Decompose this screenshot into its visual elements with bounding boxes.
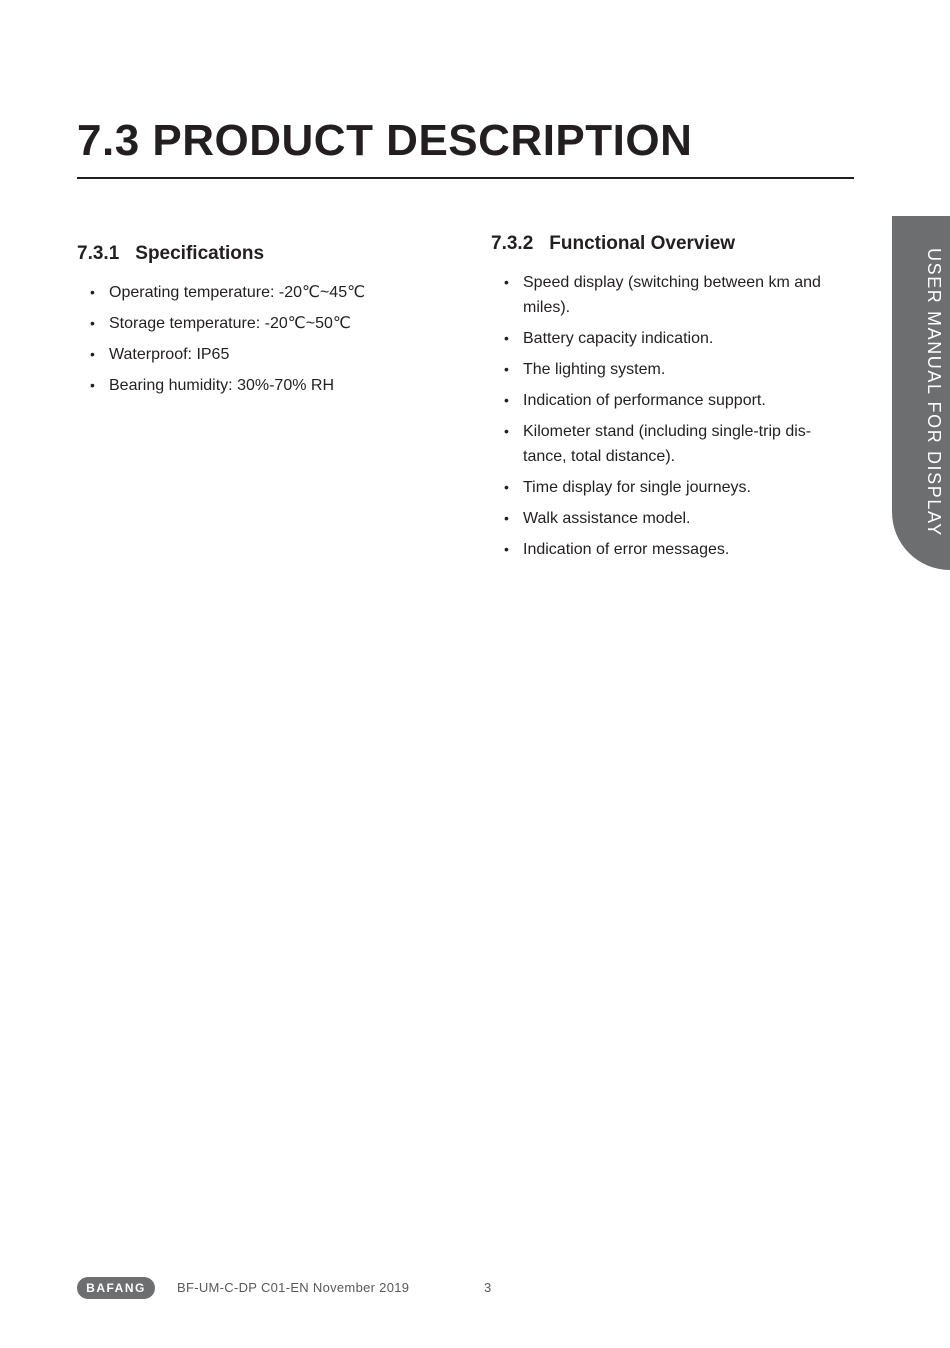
side-tab-label: USER MANUAL FOR DISPLAY bbox=[924, 248, 944, 537]
bullet-icon: • bbox=[504, 274, 509, 290]
bullet-icon: • bbox=[504, 330, 509, 346]
bafang-logo: BAFANG bbox=[77, 1277, 155, 1299]
specifications-section bbox=[77, 243, 457, 404]
list-item bbox=[491, 388, 851, 413]
functional-overview-number: 7.3.2 bbox=[491, 233, 534, 254]
list-item-text: Storage temperature: -20℃~50℃ bbox=[109, 315, 351, 332]
list-item bbox=[491, 326, 851, 351]
list-item-text: Operating temperature: -20℃~45℃ bbox=[109, 284, 366, 301]
functional-overview-section bbox=[491, 233, 851, 568]
list-item-text: Waterproof: IP65 bbox=[109, 346, 230, 363]
list-item-text: Walk assistance model. bbox=[523, 510, 691, 527]
functional-overview-heading bbox=[491, 233, 851, 255]
specifications-list bbox=[77, 280, 457, 398]
bullet-icon: • bbox=[504, 423, 509, 439]
list-item-text: Battery capacity indication. bbox=[523, 330, 714, 347]
list-item bbox=[491, 357, 851, 382]
list-item-text: Indication of error messages. bbox=[523, 541, 730, 558]
list-item bbox=[491, 537, 851, 562]
document-info: BF-UM-C-DP C01-EN November 2019 bbox=[177, 1280, 410, 1295]
bullet-icon: • bbox=[90, 284, 95, 300]
bullet-icon: • bbox=[504, 541, 509, 557]
bullet-icon: • bbox=[504, 392, 509, 408]
page-number: 3 bbox=[484, 1280, 492, 1295]
bullet-icon: • bbox=[90, 377, 95, 393]
list-item bbox=[491, 270, 851, 320]
specifications-heading bbox=[77, 243, 457, 265]
list-item-text: The lighting system. bbox=[523, 361, 666, 378]
bullet-icon: • bbox=[504, 479, 509, 495]
functional-overview-title: Functional Overview bbox=[549, 233, 736, 254]
list-item bbox=[77, 373, 457, 398]
functional-overview-list bbox=[491, 270, 851, 562]
specifications-title: Specifications bbox=[135, 243, 265, 264]
title-divider bbox=[77, 177, 854, 179]
side-chapter-tab bbox=[892, 216, 950, 570]
page-title: 7.3 PRODUCT DESCRIPTION bbox=[77, 116, 693, 165]
list-item-text: Indication of performance support. bbox=[523, 392, 766, 409]
bullet-icon: • bbox=[504, 510, 509, 526]
list-item bbox=[77, 280, 457, 305]
list-item bbox=[77, 311, 457, 336]
list-item bbox=[491, 506, 851, 531]
list-item-text: Speed display (switching between km and miles). bbox=[523, 274, 821, 316]
list-item bbox=[491, 475, 851, 500]
list-item-text: Bearing humidity: 30%-70% RH bbox=[109, 377, 334, 394]
bullet-icon: • bbox=[504, 361, 509, 377]
bullet-icon: • bbox=[90, 346, 95, 362]
specifications-number: 7.3.1 bbox=[77, 243, 120, 264]
list-item-text: Kilometer stand (including single-trip dis-tance, total distance). bbox=[523, 423, 812, 465]
bullet-icon: • bbox=[90, 315, 95, 331]
list-item-text: Time display for single journeys. bbox=[523, 479, 751, 496]
list-item bbox=[77, 342, 457, 367]
list-item bbox=[491, 419, 851, 469]
